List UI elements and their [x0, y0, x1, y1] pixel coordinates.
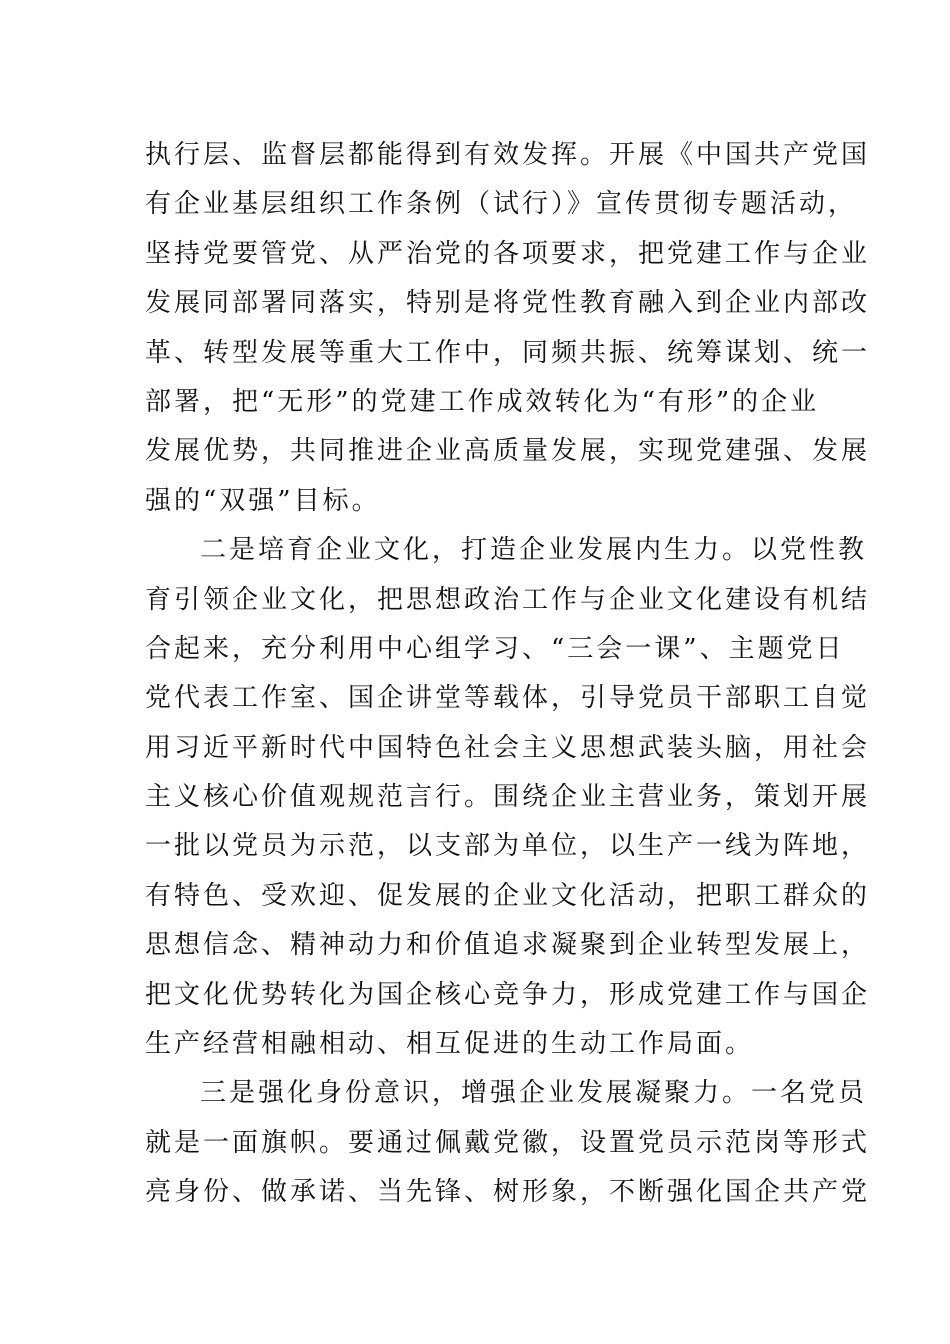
text-line: 发展同部署同落实，特别是将党性教育融入到企业内部改 — [145, 288, 871, 319]
text-line: 用习近平新时代中国特色社会主义思想武装头脑，用社会 — [145, 732, 871, 763]
text-line: 主义核心价值观规范言行。围绕企业主营业务，策划开展 — [145, 782, 871, 813]
text-line: 有企业基层组织工作条例（试行）》宣传贯彻专题活动， — [145, 189, 858, 220]
text-line: 有特色、受欢迎、促发展的企业文化活动，把职工群众的 — [145, 880, 871, 911]
text-line: 发展优势，共同推进企业高质量发展，实现党建强、发展 — [145, 436, 871, 467]
text-line: 二是培育企业文化，打造企业发展内生力。以党性教 — [200, 535, 868, 566]
body-text — [145, 131, 871, 1218]
text-line: 强的“双强”目标。 — [145, 485, 381, 516]
text-line: 生产经营相融相动、相互促进的生动工作局面。 — [145, 1029, 755, 1060]
text-line: 亮身份、做承诺、当先锋、树形象，不断强化国企共产党 — [145, 1177, 871, 1208]
text-line: 三是强化身份意识，增强企业发展凝聚力。一名党员 — [200, 1078, 868, 1109]
text-line: 部署，把“无形”的党建工作成效转化为“有形”的企业 — [145, 386, 820, 417]
text-line: 革、转型发展等重大工作中，同频共振、统筹谋划、统一 — [145, 337, 871, 368]
text-line: 坚持党要管党、从严治党的各项要求，把党建工作与企业 — [145, 238, 871, 269]
text-line: 就是一面旗帜。要通过佩戴党徽，设置党员示范岗等形式 — [145, 1127, 871, 1158]
text-line: 思想信念、精神动力和价值追求凝聚到企业转型发展上， — [145, 930, 871, 961]
text-line: 育引领企业文化，把思想政治工作与企业文化建设有机结 — [145, 584, 871, 615]
text-line: 党代表工作室、国企讲堂等载体，引导党员干部职工自觉 — [145, 683, 871, 714]
text-line: 把文化优势转化为国企核心竞争力，形成党建工作与国企 — [145, 979, 871, 1010]
text-line: 合起来，充分利用中心组学习、“三会一课”、主题党日 — [145, 633, 845, 664]
text-line: 执行层、监督层都能得到有效发挥。开展《中国共产党国 — [145, 140, 871, 170]
text-line: 一批以党员为示范，以支部为单位，以生产一线为阵地， — [145, 831, 871, 862]
